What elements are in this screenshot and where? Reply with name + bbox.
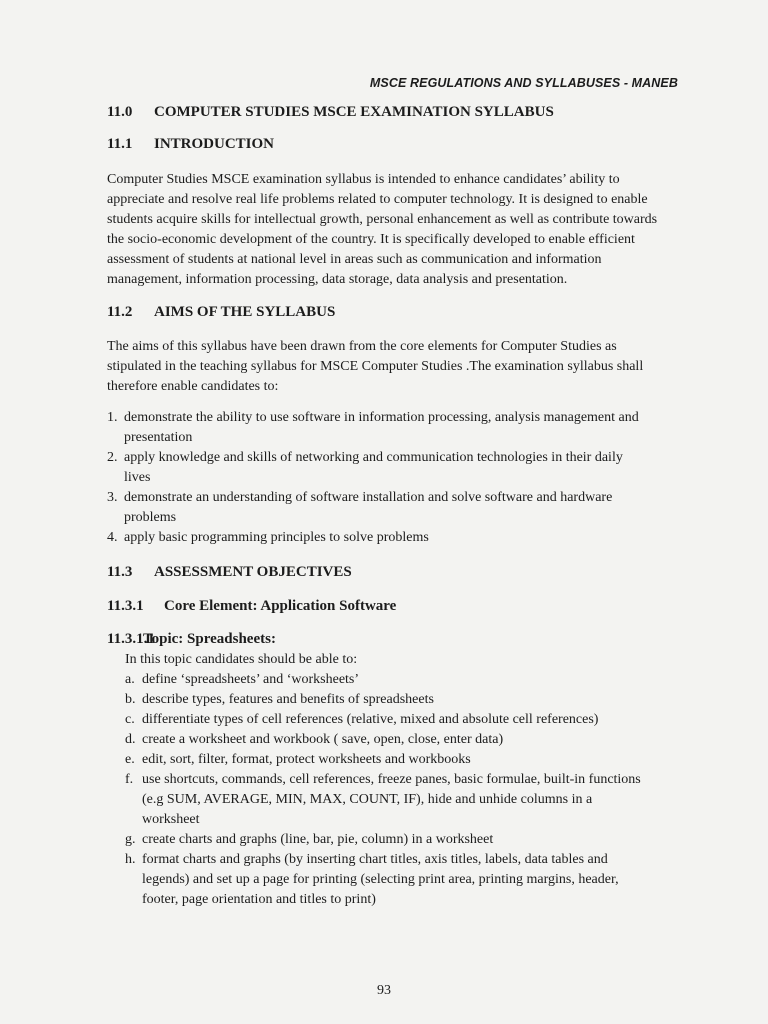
list-marker: 1. xyxy=(107,410,118,425)
text-line: create charts and graphs (line, bar, pie, column) in a worksheet xyxy=(142,832,494,847)
topic-list xyxy=(125,670,690,910)
list-marker: c. xyxy=(125,712,135,727)
text-line: footer, page orientation and titles to print) xyxy=(142,892,376,907)
heading-title: ASSESSMENT OBJECTIVES xyxy=(154,564,352,580)
aims-paragraph xyxy=(107,337,667,397)
text-line: demonstrate an understanding of software installation and solve software and hardware xyxy=(124,490,613,505)
list-marker: a. xyxy=(125,672,135,687)
list-item xyxy=(107,528,667,548)
text-line: describe types, features and benefits of spreadsheets xyxy=(142,692,434,707)
list-item xyxy=(125,690,690,710)
list-marker: b. xyxy=(125,692,136,707)
heading-number: 11.1 xyxy=(107,136,133,152)
text-line: problems xyxy=(124,510,177,525)
heading-number: 11.0 xyxy=(107,104,133,120)
list-marker: f. xyxy=(125,772,134,787)
list-item xyxy=(125,750,690,770)
heading-number: 11.2 xyxy=(107,304,133,320)
aims-list xyxy=(107,408,667,548)
text-line: appreciate and resolve real life problems related to computer technology. It is designed to enable xyxy=(107,192,648,207)
list-item xyxy=(125,730,690,750)
list-item xyxy=(125,710,690,730)
running-header: MSCE REGULATIONS AND SYLLABUSES - MANEB xyxy=(369,76,678,90)
text-line: presentation xyxy=(124,430,193,445)
heading-number: 11.3.1 xyxy=(107,598,144,614)
list-marker: 4. xyxy=(107,530,118,545)
heading-title: Topic: Spreadsheets: xyxy=(143,631,276,647)
heading-number: 11.3.1.1 xyxy=(107,631,155,647)
topic-intro: In this topic candidates should be able to: xyxy=(125,652,358,667)
heading-11-2 xyxy=(107,304,335,321)
text-line: legends) and set up a page for printing (selecting print area, printing margins, header, xyxy=(142,872,619,887)
text-line: stipulated in the teaching syllabus for MSCE Computer Studies .The examination syllabus shall xyxy=(107,359,644,374)
text-line: The aims of this syllabus have been drawn from the core elements for Computer Studies as xyxy=(107,339,617,354)
text-line: edit, sort, filter, format, protect worksheets and workbooks xyxy=(142,752,471,767)
heading-title: AIMS OF THE SYLLABUS xyxy=(154,304,336,320)
list-marker: h. xyxy=(125,852,136,867)
text-line: assessment of students at national level in areas such as communication and information xyxy=(107,252,602,267)
list-item xyxy=(107,448,667,488)
text-line: apply basic programming principles to solve problems xyxy=(124,530,429,545)
text-line: the socio-economic development of the country. It is specifically developed to enable efficient xyxy=(107,232,635,247)
list-item xyxy=(125,850,690,910)
heading-title: INTRODUCTION xyxy=(154,136,275,152)
list-item xyxy=(125,830,690,850)
heading-11-1 xyxy=(107,136,274,153)
list-marker: g. xyxy=(125,832,136,847)
text-line: format charts and graphs (by inserting chart titles, axis titles, labels, data tables and xyxy=(142,852,608,867)
heading-number: 11.3 xyxy=(107,564,133,580)
list-marker: 2. xyxy=(107,450,118,465)
heading-11-0 xyxy=(107,104,554,121)
list-marker: 3. xyxy=(107,490,118,505)
text-line: demonstrate the ability to use software in information processing, analysis management and xyxy=(124,410,639,425)
text-line: management, information processing, data storage, data analysis and presentation. xyxy=(107,272,568,287)
heading-11-3-1-1 xyxy=(107,631,276,648)
list-item xyxy=(107,488,667,528)
text-line: lives xyxy=(124,470,151,485)
page-number: 93 xyxy=(377,983,391,998)
list-item xyxy=(125,770,690,830)
text-line: Computer Studies MSCE examination syllabus is intended to enhance candidates’ ability to xyxy=(107,172,620,187)
text-line: worksheet xyxy=(142,812,200,827)
heading-title: Core Element: Application Software xyxy=(164,598,397,614)
text-line: differentiate types of cell references (relative, mixed and absolute cell references) xyxy=(142,712,599,727)
list-marker: d. xyxy=(125,732,136,747)
text-line: use shortcuts, commands, cell references, freeze panes, basic formulae, built-in functions xyxy=(142,772,641,787)
text-line: define ‘spreadsheets’ and ‘worksheets’ xyxy=(142,672,360,687)
heading-title: COMPUTER STUDIES MSCE EXAMINATION SYLLABUS xyxy=(154,104,554,120)
text-line: create a worksheet and workbook ( save, open, close, enter data) xyxy=(142,732,504,747)
text-line: apply knowledge and skills of networking and communication technologies in their daily xyxy=(124,450,623,465)
list-item xyxy=(125,670,690,690)
heading-11-3 xyxy=(107,564,352,581)
heading-11-3-1 xyxy=(107,598,396,615)
text-line: therefore enable candidates to: xyxy=(107,379,279,394)
list-marker: e. xyxy=(125,752,135,767)
text-line: (e.g SUM, AVERAGE, MIN, MAX, COUNT, IF), hide and unhide columns in a xyxy=(142,792,593,807)
text-line: students acquire skills for intellectual growth, personal enhancement as well as contribute towards xyxy=(107,212,658,227)
list-item xyxy=(107,408,667,448)
intro-paragraph xyxy=(107,170,667,290)
